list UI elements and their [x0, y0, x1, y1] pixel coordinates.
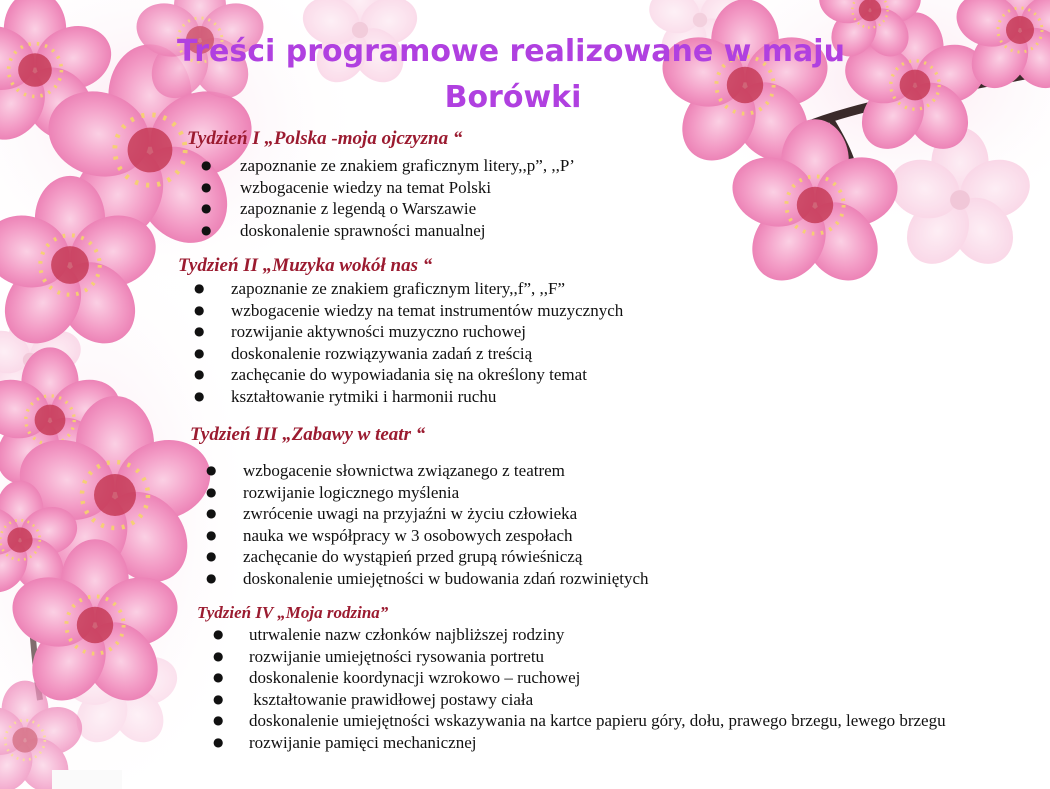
list-item: ● zapoznanie ze znakiem graficznym litery,,p”, ,,P’ [201, 156, 575, 175]
bullet-icon: ● [194, 302, 205, 317]
bullet-icon: ● [213, 648, 224, 663]
bullet-icon: ● [201, 222, 212, 237]
list-item: ● rozwijanie logicznego myślenia [206, 482, 460, 502]
week-1-heading: Tydzień I „Polska -moja ojczyzna “ [187, 128, 463, 149]
page-title: Treści programowe realizowane w maju [177, 34, 845, 69]
bullet-icon: ● [206, 484, 217, 499]
bullet-icon: ● [201, 179, 212, 194]
bullet-icon: ● [206, 506, 217, 521]
bullet-icon: ● [206, 549, 217, 564]
list-item: ● utrwalenie nazw członków najbliższej rodziny [213, 625, 565, 644]
list-item: ● doskonalenie umiejętności wskazywania na kartce papieru góry, dołu, prawego brzegu, lewego brzegu [213, 711, 946, 731]
list-item: ● kształtowanie prawidłowej postawy ciała [213, 689, 534, 709]
list-item: ● zachęcanie do wypowiadania się na określony temat [194, 365, 587, 385]
list-item: ● doskonalenie koordynacji wzrokowo – ruchowej [213, 668, 581, 688]
week-2-heading: Tydzień II „Muzyka wokół nas “ [178, 255, 433, 276]
bullet-icon: ● [213, 670, 224, 685]
list-item: ● zapoznanie z legendą o Warszawie [201, 199, 477, 219]
bullet-icon: ● [213, 713, 224, 728]
list-item: ● doskonalenie rozwiązywania zadań z treścią [194, 343, 533, 363]
list-item: ● rozwijanie pamięci mechanicznej [213, 732, 477, 752]
week-1-list [201, 155, 575, 241]
bullet-icon: ● [213, 627, 224, 641]
list-item: ● zachęcanie do wystąpień przed grupą rówieśniczą [206, 547, 583, 567]
list-item: ● wzbogacenie wiedzy na temat instrumentów muzycznych [194, 300, 624, 320]
bullet-icon: ● [194, 324, 205, 339]
list-item: ● zapoznanie ze znakiem graficznym litery,,f”, ,,F” [194, 279, 566, 298]
bullet-icon: ● [206, 527, 217, 542]
bullet-icon: ● [201, 158, 212, 172]
list-item: ● wzbogacenie słownictwa związanego z teatrem [206, 461, 565, 480]
week-3-heading: Tydzień III „Zabawy w teatr “ [190, 424, 426, 445]
week-3-list [206, 460, 649, 590]
bullet-icon: ● [213, 734, 224, 749]
bullet-icon: ● [206, 570, 217, 585]
corner-patch [52, 770, 122, 789]
list-item: ● doskonalenie sprawności manualnej [201, 220, 486, 240]
bullet-icon: ● [206, 463, 217, 477]
bullet-icon: ● [194, 281, 205, 295]
list-item: ● wzbogacenie wiedzy na temat Polski [201, 177, 492, 197]
week-4-heading: Tydzień IV „Moja rodzina” [197, 603, 389, 622]
bullet-icon: ● [194, 367, 205, 382]
week-4-list [213, 624, 946, 754]
list-item: ● nauka we współpracy w 3 osobowych zespołach [206, 525, 573, 545]
bullet-icon: ● [194, 345, 205, 360]
bullet-icon: ● [201, 201, 212, 216]
list-item: ● rozwijanie umiejętności rysowania portretu [213, 646, 545, 666]
list-item: ● kształtowanie rytmiki i harmonii ruchu [194, 386, 497, 406]
list-item: ● rozwijanie aktywności muzyczno ruchowej [194, 322, 527, 342]
bullet-icon: ● [213, 691, 224, 706]
list-item: ● doskonalenie umiejętności w budowania zdań rozwiniętych [206, 568, 649, 588]
group-name: Borówki [444, 80, 582, 115]
list-item: ● zwrócenie uwagi na przyjaźni w życiu człowieka [206, 504, 578, 524]
bullet-icon: ● [194, 388, 205, 403]
week-2-list [194, 278, 624, 408]
